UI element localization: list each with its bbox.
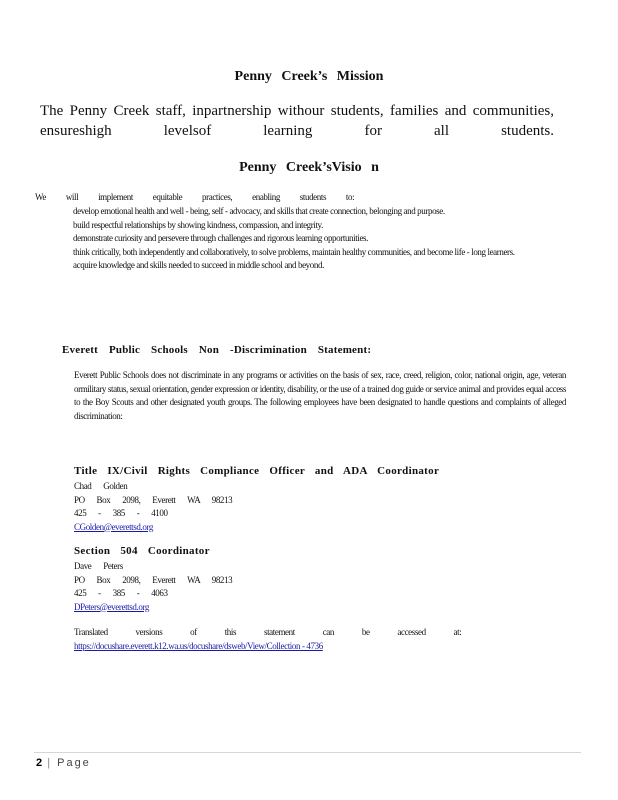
vision-list: [55, 205, 552, 273]
translated-versions: [74, 625, 504, 653]
contact-phone: 425 - 385 - 4100: [74, 508, 168, 518]
page-footer: [36, 757, 91, 769]
vision-title: Penny Creek’sVisio n: [239, 160, 379, 175]
page-number: 2: [36, 757, 43, 769]
section-504-heading: Section 504 Coordinator: [74, 545, 210, 557]
list-item: demonstrate curiosity and persevere through challenges and rigorous learning opportunities.: [73, 233, 369, 243]
vision-intro: We will implement equitable practices, enabling students to:: [35, 192, 355, 202]
list-item: build respectful relationships by showing kindness, compassion, and integrity.: [73, 219, 323, 230]
mission-title: Penny Creek’s Mission: [234, 69, 384, 84]
title-ix-contact: [74, 463, 439, 534]
email-link[interactable]: DPeters@everettsd.org: [74, 601, 149, 612]
footer-divider: [34, 752, 581, 753]
mission-statement: The Penny Creek staff, inpartnership withour students, families and communities, ensureshigh levelsof learning for all students.: [40, 103, 554, 139]
contact-name: Chad Golden: [74, 481, 128, 491]
contact-name: Dave Peters: [74, 561, 123, 571]
list-item: acquire knowledge and skills needed to succeed in middle school and beyond.: [73, 260, 324, 270]
contact-address: PO Box 2098, Everett WA 98213: [74, 574, 233, 585]
contact-address: PO Box 2098, Everett WA 98213: [74, 494, 233, 505]
footer-separator: |: [47, 757, 53, 769]
section-504-contact: [74, 543, 232, 614]
title-ix-heading: Title IX/Civil Rights Compliance Officer and ADA Coordinator: [74, 465, 440, 477]
contact-phone: 425 - 385 - 4063: [74, 588, 168, 598]
nondiscrimination-title: Everett Public Schools Non -Discrimination Statement:: [62, 344, 372, 356]
email-link[interactable]: CGolden@everettsd.org: [74, 521, 153, 532]
list-item: develop emotional health and well - being, self - advocacy, and skills that create connection, belonging and purpose.: [73, 206, 445, 216]
page-label: Page: [57, 757, 91, 769]
translated-text: Translated versions of this statement can be accessed at:: [74, 627, 462, 637]
list-item: think critically, both independently and collaboratively, to solve problems, maintain healthy communities, and become life - long learners.: [73, 246, 515, 257]
translated-link[interactable]: https://docushare.everett.k12.wa.us/docushare/dsweb/View/Collection - 4736: [74, 641, 323, 651]
nondiscrimination-statement: Everett Public Schools does not discriminate in any programs or activities on the basis of sex, race, creed, religion, color, national origin, age, veteran ormilitary status, sexual orientation, gender expression or identity, disability, or the use of a trained dog guide or service animal and provides equal access to the Boy Scouts and other designated youth groups. The following employees have been designated to handle questions and complaints of alleged discrimination:: [74, 370, 566, 421]
